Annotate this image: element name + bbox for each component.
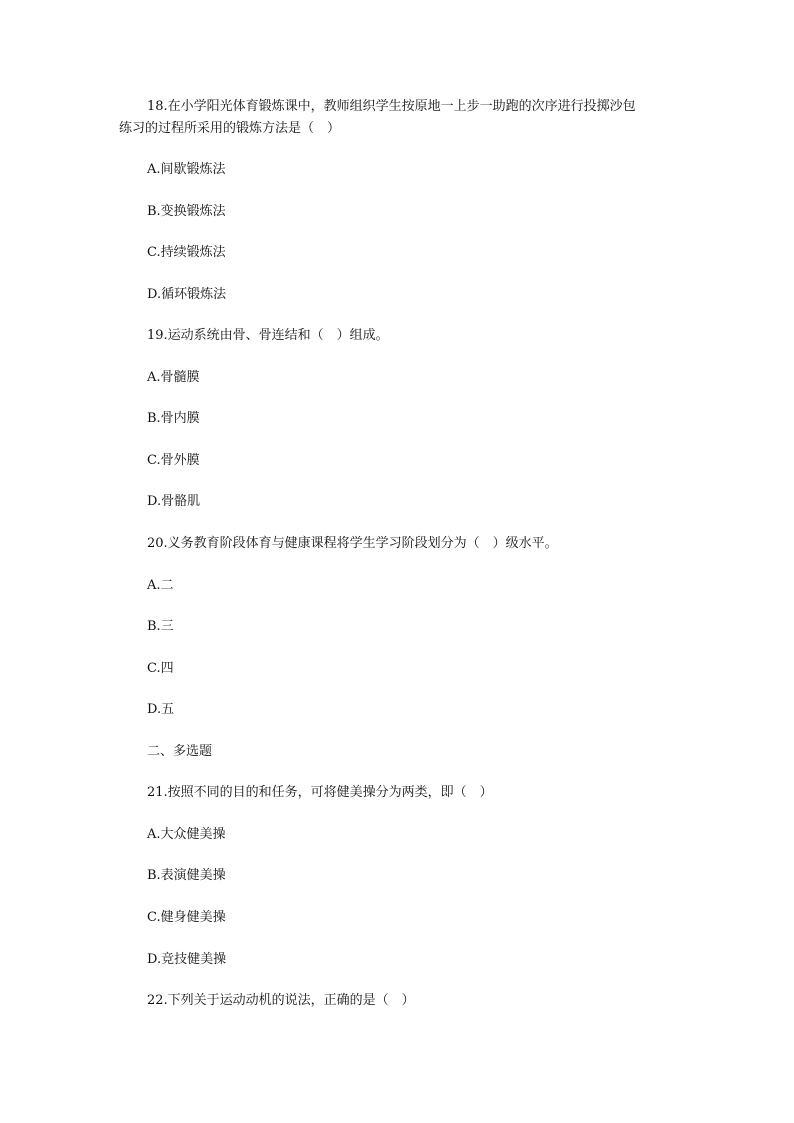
question-19-option-a: A.骨髓膜	[147, 370, 200, 385]
question-20-option-c: C.四	[147, 661, 174, 676]
question-21-option-d: D.竞技健美操	[147, 952, 227, 967]
question-20-option-b: B.三	[147, 619, 174, 634]
question-21-stem: 21.按照不同的目的和任务，可将健美操分为两类，即（ ）	[147, 785, 493, 800]
question-20-option-a: A.二	[147, 578, 174, 593]
question-19-option-d: D.骨骼肌	[147, 494, 201, 509]
section-heading-multiple-choice: 二、多选题	[147, 744, 213, 759]
question-20-option-d: D.五	[147, 702, 175, 717]
question-18-line-1: 18.在小学阳光体育锻炼课中，教师组织学生按原地一上步一助跑的次序进行投掷沙包	[147, 99, 636, 114]
question-19-stem: 19.运动系统由骨、骨连结和（ ）组成。	[147, 328, 389, 343]
question-21-option-a: A.大众健美操	[147, 827, 226, 842]
question-19-option-b: B.骨内膜	[147, 411, 200, 426]
question-21-option-b: B.表演健美操	[147, 868, 226, 883]
question-18-option-d: D.循环锻炼法	[147, 287, 227, 302]
question-18-line-2: 练习的过程所采用的锻炼方法是（ ）	[119, 121, 341, 136]
question-22-stem: 22.下列关于运动动机的说法，正确的是（ ）	[147, 993, 415, 1008]
question-21-option-c: C.健身健美操	[147, 910, 226, 925]
question-18-option-c: C.持续锻炼法	[147, 245, 226, 260]
question-19-option-c: C.骨外膜	[147, 453, 200, 468]
question-18-option-b: B.变换锻炼法	[147, 204, 226, 219]
question-18-option-a: A.间歇锻炼法	[147, 162, 226, 177]
question-20-stem: 20.义务教育阶段体育与健康课程将学生学习阶段划分为（ ）级水平。	[147, 536, 558, 551]
